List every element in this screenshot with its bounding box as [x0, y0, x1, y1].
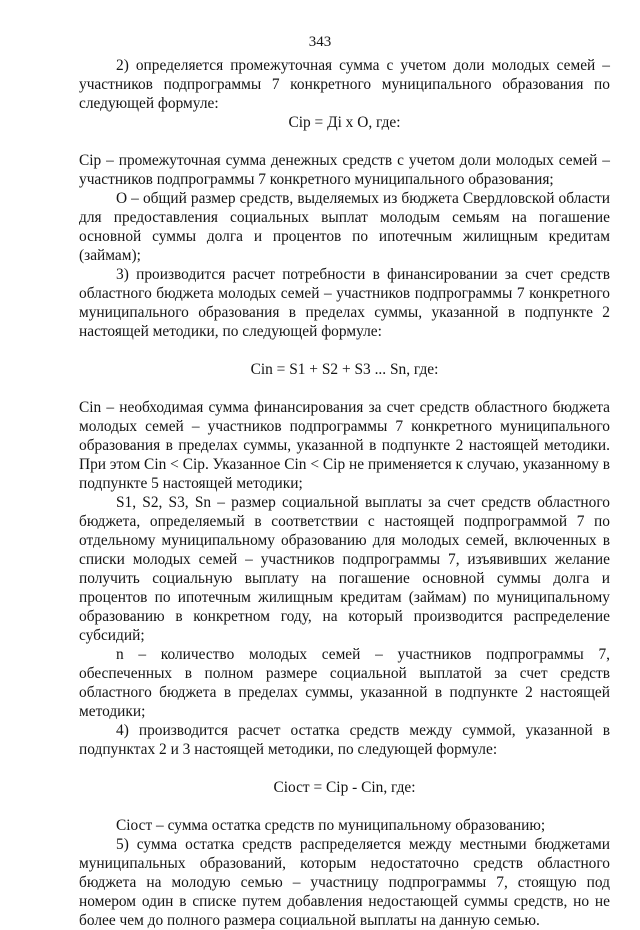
formula-ciost: Сiост = Сip - Сin, где:	[273, 779, 416, 796]
document-body	[79, 56, 610, 930]
paragraph-n-definition: n – количество молодых семей – участников подпрограммы 7, обеспеченных в полном размере социальной выплатой за счет средств областного бюджета в пределах суммы, указанной в подпункте 2 настоящей методики;	[79, 646, 610, 720]
paragraph-remainder-calc: 4) производится расчет остатка средств между суммой, указанной в подпунктах 2 и 3 настоящей методики, по следующей формуле:	[79, 722, 610, 758]
paragraph-cip-definition: Сip – промежуточная сумма денежных средств с учетом доли молодых семей – участников подпрограммы 7 конкретного муниципального образования;	[79, 152, 610, 188]
formula-cip: Сip = Дi х О, где:	[288, 114, 401, 131]
paragraph-ciost-definition: Сiост – сумма остатка средств по муниципальному образованию;	[116, 817, 546, 834]
paragraph-cin-definition: Сin – необходимая сумма финансирования за счет средств областного бюджета молодых семей – участников подпрограммы 7 конкретного муниципального образования в пределах суммы, указанной в подпункте 2 настоящей методики. При этом Сin < Сip. Указанное Сin < Сip не применяется к случаю, указанному в подпункте 5 настоящей методики;	[79, 399, 610, 492]
page-number: 343	[308, 34, 332, 50]
paragraph-o-definition: О – общий размер средств, выделяемых из бюджета Свердловской области для предоставления социальных выплат молодым семьям на погашение основной суммы долга и процентов по ипотечным жилищным кредитам (займам);	[79, 190, 610, 264]
paragraph-s-definition: S1, S2, S3, Sn – размер социальной выплаты за счет средств областного бюджета, определяемый в соответствии с настоящей подпрограммой 7 по отдельному муниципальному образованию для молодых семей, включенных в списки молодых семей – участников подпрограммы 7, изъявивших желание получить социальную выплату на погашение основной суммы долга и процентов по ипотечным жилищным кредитам (займам) по муниципальному образованию в конкретном году, на который производится распределение субсидий;	[79, 494, 610, 644]
paragraph-remainder-distribution: 5) сумма остатка средств распределяется между местными бюджетами муниципальных образований, которым недостаточно средств областного бюджета на молодую семью – участницу подпрограммы 7, стоящую под номером один в списке путем добавления недостающей суммы средств, но не более чем до полного размера социальной выплаты на данную семью.	[79, 836, 610, 929]
formula-cin: Сin = S1 + S2 + S3 ... Sn, где:	[250, 361, 439, 378]
paragraph-financing-need: 3) производится расчет потребности в финансировании за счет средств областного бюджета молодых семей – участников подпрограммы 7 конкретного муниципального образования в пределах суммы, указанной в подпункте 2 настоящей методики, по следующей формуле:	[79, 266, 610, 340]
paragraph-intermediate-sum: 2) определяется промежуточная сумма с учетом доли молодых семей – участников подпрограммы 7 конкретного муниципального образования по следующей формуле:	[79, 57, 610, 112]
